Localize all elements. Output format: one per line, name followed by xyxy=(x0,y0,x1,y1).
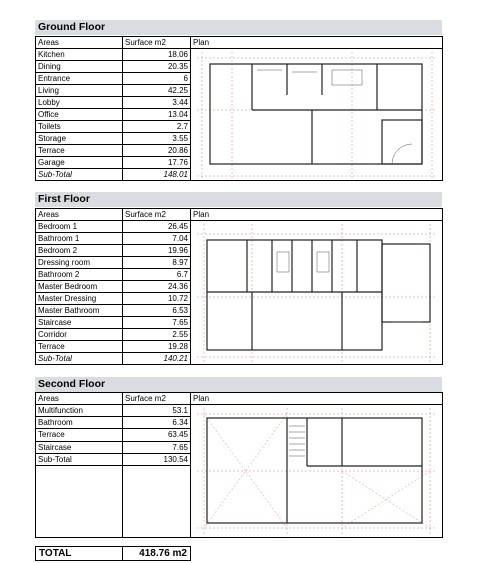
area-name: Staircase xyxy=(36,317,123,329)
area-value: 20.86 xyxy=(123,145,191,157)
total-value: 418.76 m2 xyxy=(123,547,191,561)
second-floor-plan xyxy=(191,405,443,538)
surface-header: Surface m2 xyxy=(123,393,191,405)
plan-header: Plan xyxy=(191,37,443,49)
area-name: Kitchen xyxy=(36,49,123,61)
surface-header: Surface m2 xyxy=(123,37,191,49)
area-name: Bedroom 1 xyxy=(36,221,123,233)
area-name: Dining xyxy=(36,61,123,73)
subtotal-label: Sub-Total xyxy=(36,353,123,365)
subtotal-value: 140.21 xyxy=(123,353,191,365)
second-floor-title: Second Floor xyxy=(35,377,442,392)
area-name: Terrace xyxy=(36,429,123,441)
header-row xyxy=(36,37,443,49)
area-value: 7.65 xyxy=(123,441,191,453)
area-value: 7.04 xyxy=(123,233,191,245)
area-value: 19.28 xyxy=(123,341,191,353)
table-row xyxy=(36,221,443,233)
area-value: 17.76 xyxy=(123,157,191,169)
subtotal-label: Sub-Total xyxy=(36,453,123,465)
subtotal-value: 130.54 xyxy=(123,453,191,465)
area-name: Living xyxy=(36,85,123,97)
first-floor-title: First Floor xyxy=(35,192,442,207)
area-name: Master Dressing xyxy=(36,293,123,305)
first-floor-plan-drawing xyxy=(192,222,442,365)
area-value: 20.35 xyxy=(123,61,191,73)
area-value: 6.34 xyxy=(123,417,191,429)
area-value: 24.36 xyxy=(123,281,191,293)
area-value: 26.45 xyxy=(123,221,191,233)
empty-cell xyxy=(36,465,123,537)
ground-floor-title: Ground Floor xyxy=(35,20,442,35)
areas-header: Areas xyxy=(36,393,123,405)
ground-floor-plan xyxy=(191,49,443,181)
ground-floor-plan-drawing xyxy=(192,50,442,181)
plan-header: Plan xyxy=(191,209,443,221)
area-value: 10.72 xyxy=(123,293,191,305)
area-value: 2.55 xyxy=(123,329,191,341)
header-row xyxy=(36,209,443,221)
area-name: Bathroom xyxy=(36,417,123,429)
area-value: 6 xyxy=(123,73,191,85)
area-name: Office xyxy=(36,109,123,121)
area-value: 53.1 xyxy=(123,405,191,417)
area-value: 42.25 xyxy=(123,85,191,97)
areas-header: Areas xyxy=(36,37,123,49)
area-name: Lobby xyxy=(36,97,123,109)
area-name: Dressing room xyxy=(36,257,123,269)
area-value: 3.44 xyxy=(123,97,191,109)
grand-total-table xyxy=(35,546,191,561)
second-floor-plan-drawing xyxy=(192,406,442,536)
area-value: 18.06 xyxy=(123,49,191,61)
area-value: 19.96 xyxy=(123,245,191,257)
area-value: 8.97 xyxy=(123,257,191,269)
table-row xyxy=(36,405,443,417)
area-name: Terrace xyxy=(36,145,123,157)
area-value: 63.45 xyxy=(123,429,191,441)
empty-cell xyxy=(123,465,191,537)
header-row xyxy=(36,393,443,405)
area-name: Garage xyxy=(36,157,123,169)
area-value: 6.7 xyxy=(123,269,191,281)
area-name: Master Bathroom xyxy=(36,305,123,317)
area-value: 2.7 xyxy=(123,121,191,133)
table-row xyxy=(36,49,443,61)
total-label: TOTAL xyxy=(36,547,123,561)
surface-header: Surface m2 xyxy=(123,209,191,221)
area-name: Storage xyxy=(36,133,123,145)
area-name: Toilets xyxy=(36,121,123,133)
first-floor-plan xyxy=(191,221,443,365)
second-floor-table xyxy=(35,392,443,538)
area-name: Terrace xyxy=(36,341,123,353)
total-row xyxy=(36,547,191,561)
ground-floor-table xyxy=(35,36,443,181)
plan-header: Plan xyxy=(191,393,443,405)
areas-header: Areas xyxy=(36,209,123,221)
area-name: Corridor xyxy=(36,329,123,341)
subtotal-value: 148.01 xyxy=(123,169,191,181)
area-name: Entrance xyxy=(36,73,123,85)
area-name: Bathroom 1 xyxy=(36,233,123,245)
area-name: Bedroom 2 xyxy=(36,245,123,257)
area-name: Master Bedroom xyxy=(36,281,123,293)
area-name: Multifunction xyxy=(36,405,123,417)
subtotal-label: Sub-Total xyxy=(36,169,123,181)
area-value: 6.53 xyxy=(123,305,191,317)
area-value: 7.65 xyxy=(123,317,191,329)
area-value: 13.04 xyxy=(123,109,191,121)
area-name: Bathroom 2 xyxy=(36,269,123,281)
first-floor-table xyxy=(35,208,443,365)
area-value: 3.55 xyxy=(123,133,191,145)
area-name: Staircase xyxy=(36,441,123,453)
